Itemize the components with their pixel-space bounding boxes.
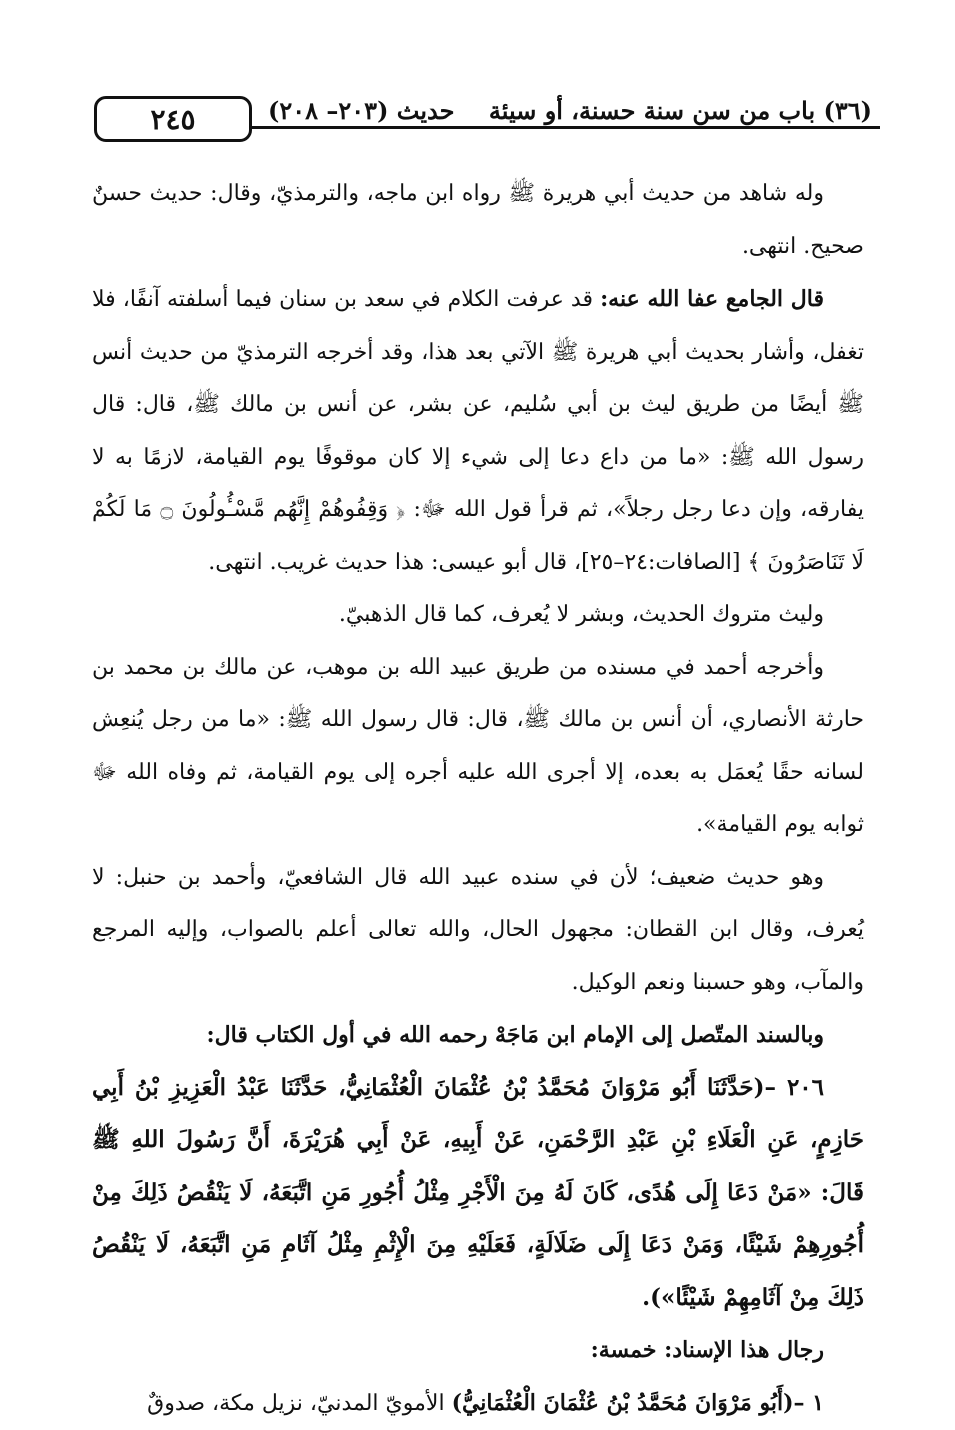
paragraph-5: وهو حديث ضعيف؛ لأن في سنده عبيد الله قال الشافعيّ، وأحمد بن حنبل: لا يُعرف، وقال ابن القطان: مجهول الحال، والله تعالى أعلم بالصواب، وإليه المرجع والمآب، وهو حسبنا ونعم الوكيل. xyxy=(92,852,864,1010)
author-note-lead: قال الجامع عفا الله عنه: xyxy=(600,286,824,312)
page-body xyxy=(92,168,864,1430)
paragraph-4: وأخرجه أحمد في مسنده من طريق عبيد الله بن موهب، عن مالك بن محمد بن حارثة الأنصاري، أن أنس بن مالك ﷺ، قال: قال رسول الله ﷺ: «ما من رجل يُنعِش لسانه حقًا يُعمَل به بعده، إلا أجرى الله عليه أجره إلى يوم القيامة، ثم وفاه الله ﷻ ثوابه يوم القيامة». xyxy=(92,642,864,852)
hadith-text: ٢٠٦ –(حَدَّثَنَا أَبُو مَرْوَانَ مُحَمَّدُ بْنُ عُثْمَانَ الْعُثْمَانِيُّ، حَدَّثَنَا عَبْدُ الْعَزِيزِ بْنُ أَبِي حَازِمٍ، عَنِ الْعَلَاءِ بْنِ عَبْدِ الرَّحْمَنِ، عَنْ أَبِيهِ، عَنْ أَبِي هُرَيْرَةَ، أَنَّ رَسُولَ اللهِ ﷺ قَالَ: «مَنْ دَعَا إِلَى هُدًى، كَانَ لَهُ مِنَ الْأَجْرِ مِثْلُ أُجُورِ مَنِ اتَّبَعَهُ، لَا يَنْقُصُ ذَلِكَ مِنْ أُجُورِهِمْ شَيْئًا، وَمَنْ دَعَا إِلَى ضَلَالَةٍ، فَعَلَيْهِ مِنَ الْإِثْمِ مِثْلُ آثَامِ مَنِ اتَّبَعَهُ، لَا يَنْقُصُ ذَلِكَ مِنْ آثَامِهِمْ شَيْئًا»). xyxy=(92,1062,864,1325)
section-heading: وبالسند المتّصل إلى الإمام ابن مَاجَهْ رحمه الله في أول الكتاب قال: xyxy=(92,1009,864,1062)
header-rule xyxy=(250,126,880,129)
narrator-name: ١ –(أَبُو مَرْوَانَ مُحَمَّدُ بْنُ عُثْمَانَ الْعُثْمَانِيُّ) xyxy=(452,1390,824,1416)
paragraph-1: وله شاهد من حديث أبي هريرة ﷺ رواه ابن ماجه، والترمذيّ، وقال: حديث حسنٌ صحيح. انتهى. xyxy=(92,168,864,273)
narrators-heading: رجال هذا الإسناد: خمسة: xyxy=(92,1324,864,1377)
narrator-item-1 xyxy=(92,1377,864,1430)
narrator-description: الأمويّ المدنيّ، نزيل مكة، صدوقٌ xyxy=(147,1391,451,1416)
page-header xyxy=(90,86,880,150)
chapter-title: (٣٦) باب من سن سنة حسنة، أو سيئة xyxy=(489,96,872,125)
hadith-range: حديث (٢٠٣– ٢٠٨) xyxy=(268,96,454,125)
paragraph-2-text: قد عرفت الكلام في سعد بن سنان فيما أسلفته آنفًا، فلا تغفل، وأشار بحديث أبي هريرة ﷺ الآتي بعد هذا، وقد أخرجه الترمذيّ من حديث أنس ﷺ أيضًا من طريق ليث بن أبي سُليم، عن بشر، عن أنس بن مالك ﷺ، قال: قال رسول الله ﷺ: «ما من داع دعا إلى شيء إلا كان موقوفًا يوم القيامة، لازمًا به لا يفارقه، وإن دعا رجل رجلاً»، ثم قرأ قول الله ﷻ: ﴿ وَقِفُوهُمْ إِنَّهُم مَّسْـُٔولُونَ ۝ مَا لَكُمْ لَا تَنَاصَرُونَ ﴾ [الصافات:٢٤–٢٥]، قال أبو عيسى: هذا حديث غريب. انتهى. xyxy=(92,287,864,575)
paragraph-2 xyxy=(92,273,864,589)
page-number: ٢٤٥ xyxy=(94,96,252,142)
paragraph-3: وليث متروك الحديث، وبشر لا يُعرف، كما قال الذهبيّ. xyxy=(92,589,864,642)
